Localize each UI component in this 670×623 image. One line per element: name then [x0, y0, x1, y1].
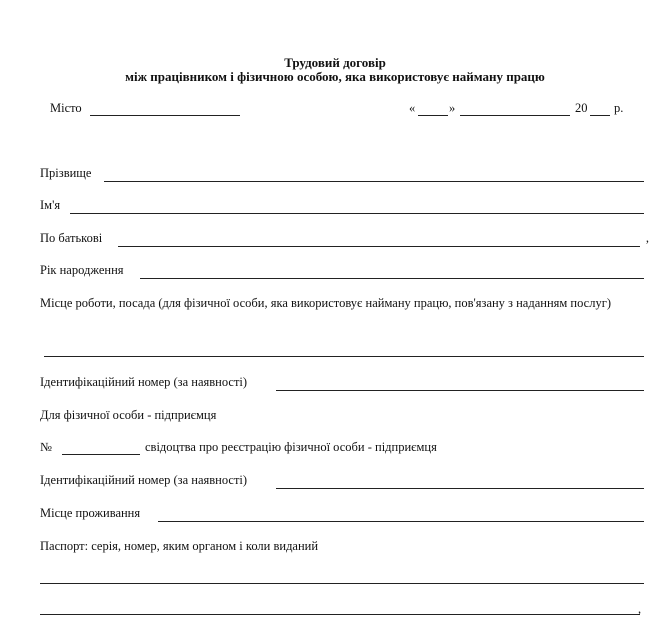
patronymic-input-line[interactable] [118, 246, 640, 247]
residence-label: Місце проживання [40, 506, 141, 520]
month-input-line[interactable] [460, 115, 570, 116]
id-number-row-1 [40, 375, 644, 391]
date-open-quote: « [409, 101, 416, 115]
id-number-row-2 [40, 473, 644, 489]
birth-year-label: Рік народження [40, 263, 124, 277]
passport-comma: , [638, 602, 642, 616]
patronymic-row [40, 231, 649, 247]
city-input-line[interactable] [90, 115, 240, 116]
year-suffix: р. [614, 101, 624, 115]
surname-row [40, 166, 644, 182]
id-number-input-line-2[interactable] [276, 488, 644, 489]
patronymic-comma: , [645, 231, 649, 245]
passport-input-line-2[interactable] [40, 614, 640, 615]
cert-number-input-line[interactable] [62, 454, 140, 455]
city-label: Місто [50, 101, 82, 115]
name-input-line[interactable] [70, 213, 644, 214]
name-row [40, 198, 644, 214]
surname-label: Прізвище [40, 166, 92, 180]
id-number-input-line-1[interactable] [276, 390, 644, 391]
document-title: Трудовий договір [284, 55, 386, 70]
passport-input-line-1[interactable] [40, 583, 644, 584]
name-label: Ім'я [40, 198, 61, 212]
residence-input-line[interactable] [158, 521, 644, 522]
birth-year-row [40, 263, 644, 279]
birth-year-input-line[interactable] [140, 278, 644, 279]
passport-label: Паспорт: серія, номер, яким органом і коли виданий [40, 539, 319, 553]
workplace-input-line[interactable] [44, 356, 644, 357]
id-number-label-1: Ідентифікаційний номер (за наявності) [40, 375, 248, 389]
surname-input-line[interactable] [104, 181, 644, 182]
patronymic-label: По батькові [40, 231, 103, 245]
year-prefix: 20 [575, 101, 588, 115]
entrepreneur-heading: Для фізичної особи - підприємця [40, 408, 217, 422]
cert-text: свідоцтва про реєстрацію фізичної особи - підприємця [145, 440, 437, 454]
document-subtitle: між працівником і фізичною особою, яка використовує найману працю [125, 69, 545, 84]
year-input-line[interactable] [590, 115, 610, 116]
id-number-label-2: Ідентифікаційний номер (за наявності) [40, 473, 248, 487]
cert-no-label: № [40, 440, 52, 454]
residence-row [40, 506, 644, 522]
workplace-label: Місце роботи, посада (для фізичної особи, яка використовує найману працю, пов'язану з наданням послуг) [40, 296, 612, 310]
day-input-line[interactable] [418, 115, 448, 116]
date-close-quote: » [449, 101, 456, 115]
